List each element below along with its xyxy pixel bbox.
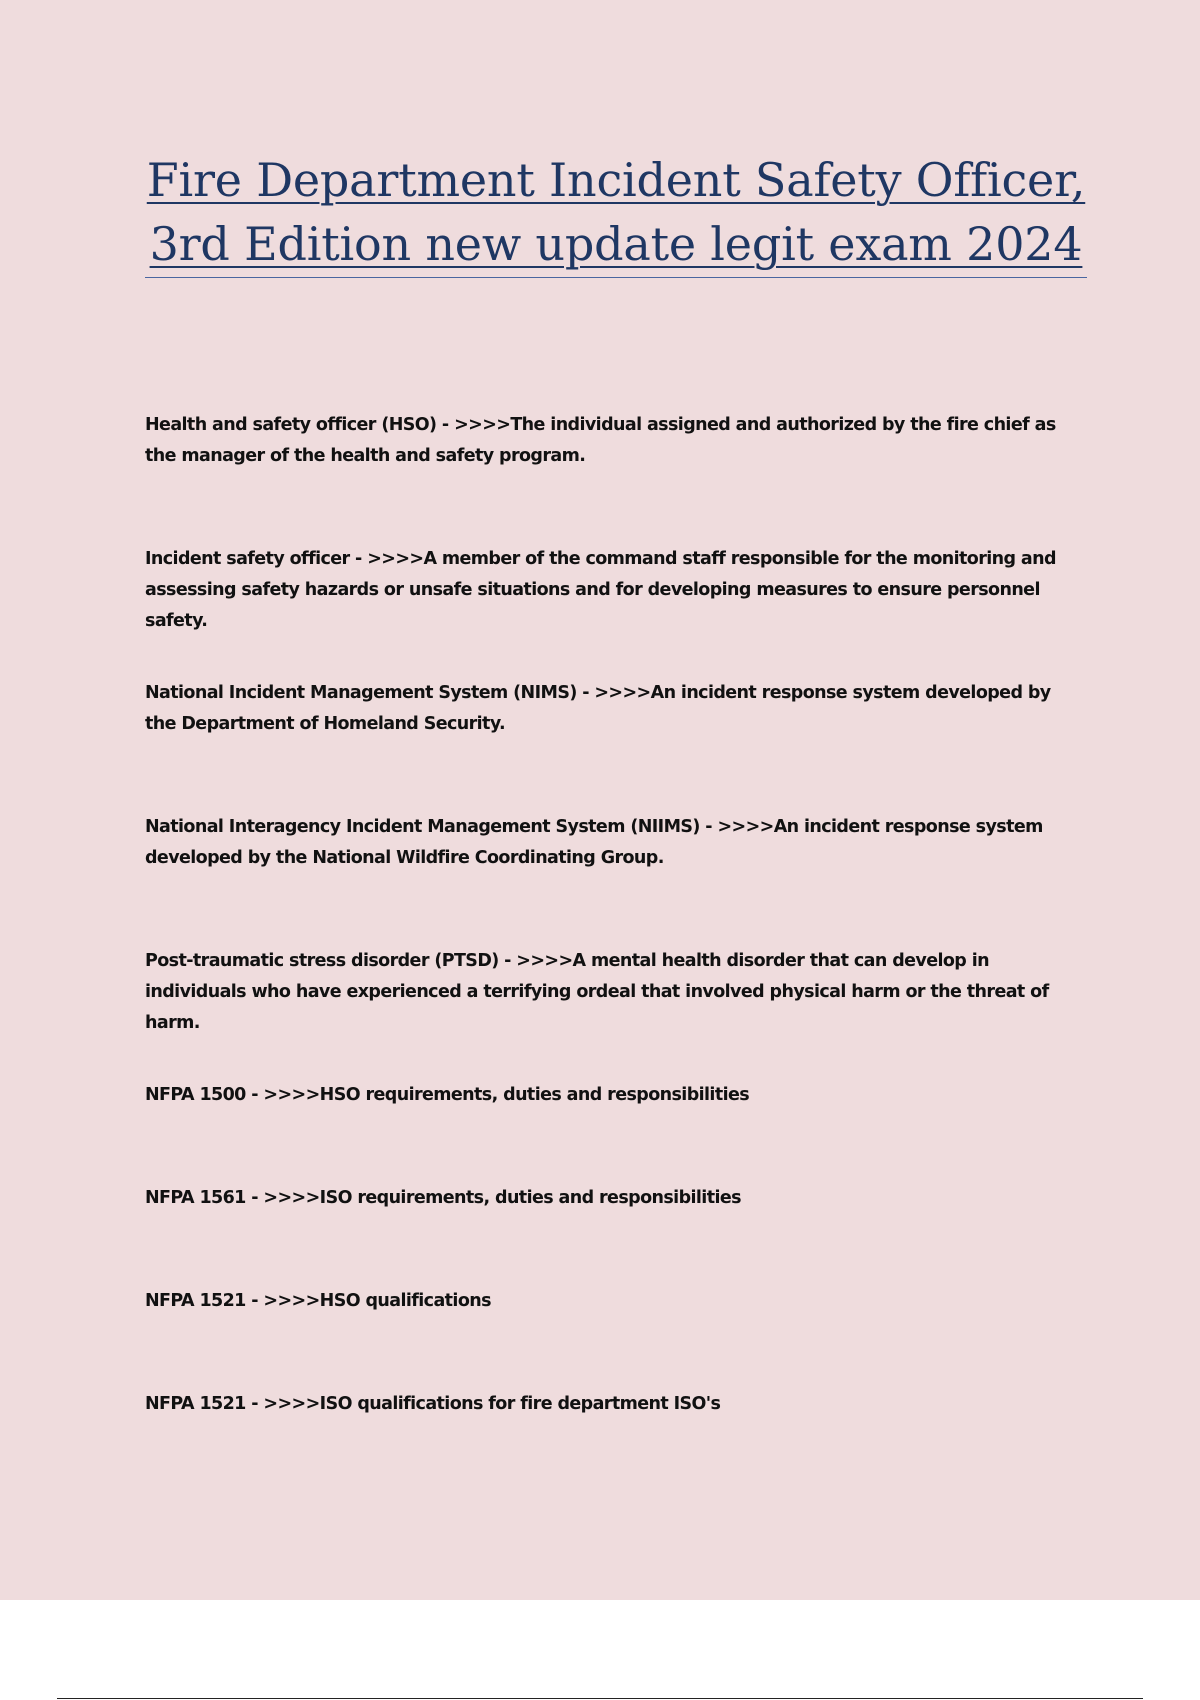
definition-entry-nfpa-1521-hso: NFPA 1521 - >>>>HSO qualifications — [145, 1291, 491, 1311]
footer-divider — [57, 1698, 1143, 1699]
title-block — [145, 148, 1087, 276]
title-divider — [145, 277, 1087, 278]
definition-entry-nfpa-1521-iso: NFPA 1521 - >>>>ISO qualifications for fire department ISO's — [145, 1394, 721, 1414]
document-title: Fire Department Incident Safety Officer, 3rd Edition new update legit exam 2024 — [146, 153, 1086, 271]
definition-entry-nims: National Incident Management System (NIMS) - >>>>An incident response system developed by the Department of Homeland Security. — [145, 683, 1051, 734]
definition-entry-incident-safety-officer: Incident safety officer - >>>>A member of the command staff responsible for the monitoring and assessing safety hazards or unsafe situations and for developing measures to ensure personnel safety. — [145, 549, 1056, 631]
definition-entry-hso: Health and safety officer (HSO) - >>>>The individual assigned and authorized by the fire chief as the manager of the health and safety program. — [145, 415, 1056, 466]
definition-entry-ptsd: Post-traumatic stress disorder (PTSD) - >>>>A mental health disorder that can develop in individuals who have experienced a terrifying ordeal that involved physical harm or the threat of harm. — [145, 951, 1049, 1033]
definition-entry-nfpa-1561: NFPA 1561 - >>>>ISO requirements, duties and responsibilities — [145, 1188, 741, 1208]
definition-entry-nfpa-1500: NFPA 1500 - >>>>HSO requirements, duties and responsibilities — [145, 1085, 750, 1105]
definition-entry-niims: National Interagency Incident Management System (NIIMS) - >>>>An incident response system developed by the National Wildfire Coordinating Group. — [145, 817, 1043, 868]
